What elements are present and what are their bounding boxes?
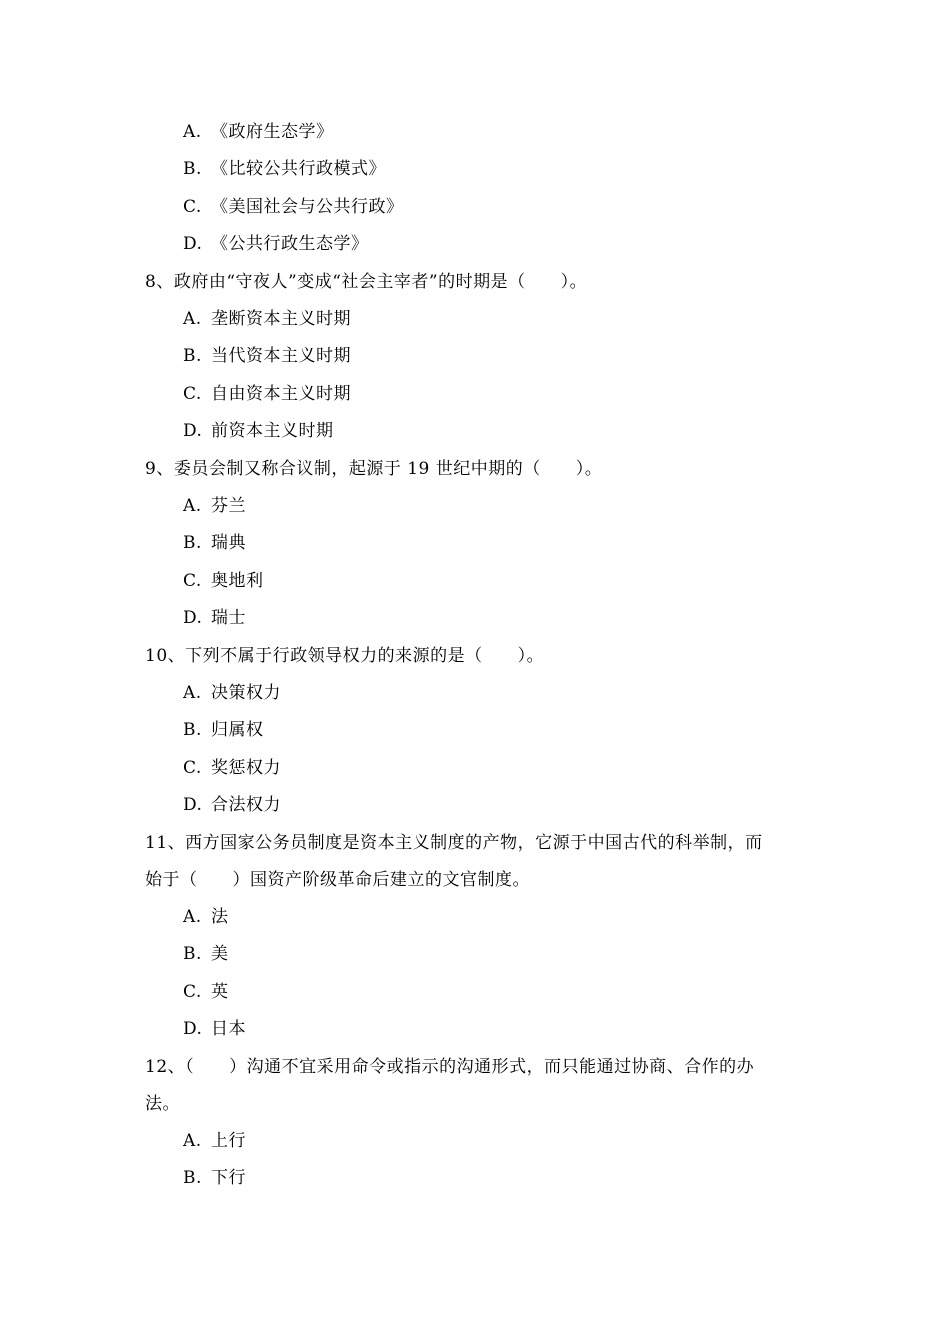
question-10-stem: 10、下列不属于行政领导权力的来源的是（ ）。	[145, 646, 545, 666]
option-text: 美	[211, 944, 229, 964]
question-11-stem-line2: 始于（ ）国资产阶级革命后建立的文官制度。	[145, 870, 530, 890]
option-label: D.	[183, 608, 203, 628]
option-text: 瑞典	[211, 533, 246, 553]
option-label: A.	[183, 496, 202, 516]
option-label: C.	[183, 197, 202, 217]
option-label: D.	[183, 421, 203, 441]
question-9-stem: 9、委员会制又称合议制，起源于 19 世纪中期的（ ）。	[145, 459, 603, 479]
option-label: C.	[183, 758, 202, 778]
option-c	[183, 757, 281, 779]
option-c	[183, 196, 404, 218]
option-text: 决策权力	[211, 683, 281, 703]
option-label: C.	[183, 571, 202, 591]
option-label: A.	[183, 309, 202, 329]
option-b	[183, 719, 264, 741]
option-text: 当代资本主义时期	[211, 346, 351, 366]
option-text: 奖惩权力	[211, 758, 281, 778]
option-b	[183, 345, 351, 367]
option-a	[183, 121, 334, 143]
option-label: D.	[183, 1019, 203, 1039]
option-a	[183, 1130, 246, 1152]
option-b	[183, 943, 229, 965]
option-text: 《公共行政生态学》	[211, 234, 369, 254]
option-text: 芬兰	[211, 496, 246, 516]
option-label: B.	[183, 533, 202, 553]
option-label: A.	[183, 122, 202, 142]
question-8-stem: 8、政府由“守夜人”变成“社会主宰者”的时期是（ ）。	[145, 272, 588, 292]
option-text: 合法权力	[211, 795, 281, 815]
option-text: 自由资本主义时期	[211, 384, 351, 404]
option-d	[183, 420, 334, 442]
option-b	[183, 532, 246, 554]
option-a	[183, 682, 281, 704]
option-text: 日本	[211, 1019, 246, 1039]
option-text: 《美国社会与公共行政》	[211, 197, 404, 217]
option-label: A.	[183, 1131, 202, 1151]
option-text: 前资本主义时期	[211, 421, 334, 441]
option-text: 法	[211, 907, 229, 927]
option-a	[183, 495, 246, 517]
option-label: B.	[183, 944, 202, 964]
option-d	[183, 607, 246, 629]
option-b	[183, 1167, 246, 1189]
option-a	[183, 906, 229, 928]
option-text: 《比较公共行政模式》	[211, 159, 386, 179]
question-12-stem-line2: 法。	[145, 1094, 180, 1114]
option-text: 下行	[211, 1168, 246, 1188]
option-label: D.	[183, 795, 203, 815]
option-text: 瑞士	[211, 608, 246, 628]
option-c	[183, 981, 229, 1003]
option-label: B.	[183, 346, 202, 366]
option-b	[183, 158, 386, 180]
option-text: 奥地利	[211, 571, 264, 591]
option-c	[183, 570, 264, 592]
option-d	[183, 1018, 246, 1040]
question-11-stem-line1: 11、西方国家公务员制度是资本主义制度的产物，它源于中国古代的科举制，而	[145, 833, 763, 853]
option-text: 垄断资本主义时期	[211, 309, 351, 329]
option-label: D.	[183, 234, 203, 254]
option-a	[183, 308, 351, 330]
option-d	[183, 794, 281, 816]
question-12-stem-line1: 12、（ ）沟通不宜采用命令或指示的沟通形式，而只能通过协商、合作的办	[145, 1057, 755, 1077]
option-label: C.	[183, 982, 202, 1002]
option-label: A.	[183, 907, 202, 927]
option-label: B.	[183, 720, 202, 740]
option-c	[183, 383, 351, 405]
option-text: 归属权	[211, 720, 264, 740]
option-label: C.	[183, 384, 202, 404]
option-label: B.	[183, 159, 202, 179]
option-text: 《政府生态学》	[211, 122, 334, 142]
option-label: A.	[183, 683, 202, 703]
option-d	[183, 233, 369, 255]
option-text: 上行	[211, 1131, 246, 1151]
option-label: B.	[183, 1168, 202, 1188]
option-text: 英	[211, 982, 229, 1002]
